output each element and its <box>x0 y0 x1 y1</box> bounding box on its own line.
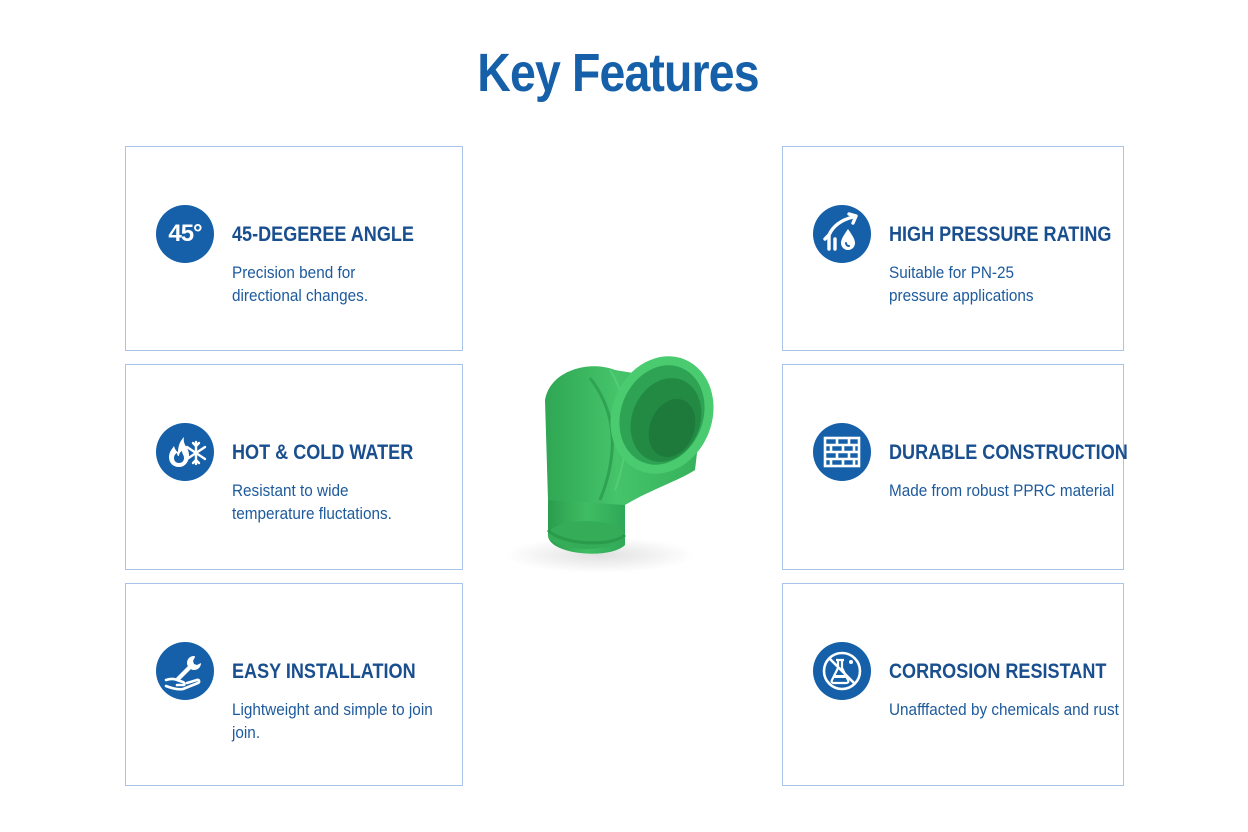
45-degree-icon <box>156 205 214 263</box>
feature-title: EASY INSTALLATION <box>232 660 416 683</box>
pressure-drop-icon <box>813 205 871 263</box>
product-image <box>490 330 750 580</box>
feature-card-45-degree <box>125 146 463 351</box>
feature-card-durable <box>782 364 1128 570</box>
page-title: Key Features <box>477 43 759 103</box>
feature-description: Precision bend for directional changes. <box>232 263 369 305</box>
feature-title: 45-DEGEREE ANGLE <box>232 223 414 246</box>
no-chemical-icon <box>813 642 871 700</box>
feature-card-high-pressure <box>782 146 1124 351</box>
feature-title: HIGH PRESSURE RATING <box>889 223 1112 246</box>
feature-description: Suitable for PN-25 pressure applications <box>889 263 1034 305</box>
feature-description: Lightweight and simple to join join. <box>232 700 433 742</box>
brick-wall-icon <box>813 423 871 481</box>
feature-title: HOT & COLD WATER <box>232 441 414 464</box>
wrench-hand-icon <box>156 642 214 700</box>
feature-description: Resistant to wide temperature fluctations. <box>232 481 392 523</box>
45-degree-icon-text: 45° <box>168 220 202 247</box>
feature-card-easy-installation <box>125 583 463 786</box>
feature-card-hot-cold <box>125 364 463 570</box>
feature-description: Made from robust PPRC material <box>889 481 1115 500</box>
feature-title: CORROSION RESISTANT <box>889 660 1107 683</box>
fire-snowflake-icon <box>156 423 214 481</box>
feature-description: Unafffacted by chemicals and rust <box>889 700 1119 719</box>
green-45-elbow-fitting <box>490 330 750 580</box>
feature-title: DURABLE CONSTRUCTION <box>889 441 1128 464</box>
feature-card-corrosion <box>782 583 1124 786</box>
